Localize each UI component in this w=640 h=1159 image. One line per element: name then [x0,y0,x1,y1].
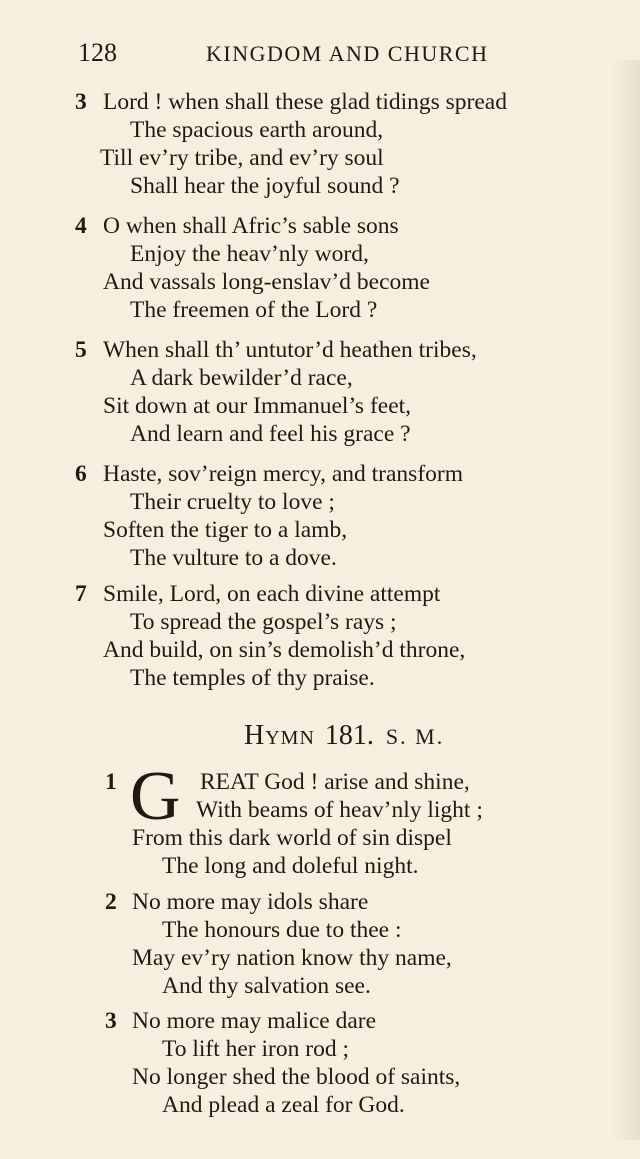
verse-line: REAT God ! arise and shine, [200,769,470,795]
verse-line: When shall th’ untutor’d heathen tribes, [103,337,477,363]
verse-line: And learn and feel his grace ? [130,421,411,447]
hymn-title [244,720,444,752]
verse-line: And vassals long-enslav’d become [103,269,430,295]
verse-line: Soften the tiger to a lamb, [103,517,348,543]
page-number: 128 [78,38,117,67]
verse-line: The honours due to thee : [162,917,402,943]
running-head: KINGDOM AND CHURCH [206,41,489,66]
verse-line: And plead a zeal for God. [162,1092,405,1118]
verse-line: And thy salvation see. [162,973,371,999]
verse-line: Till ev’ry tribe, and ev’ry soul [100,145,384,171]
verse-line: Haste, sov’reign mercy, and transform [103,461,463,487]
verse-line: From this dark world of sin dispel [132,825,452,851]
verse-number: 6 [75,461,87,487]
verse-line: The long and doleful night. [162,853,419,879]
verse-line: May ev’ry nation know thy name, [132,945,452,971]
verse-line: The spacious earth around, [130,117,384,143]
hymn-meter: S. M. [385,724,445,749]
verse-number: 1 [105,769,117,795]
verse-line: O when shall Afric’s sable sons [103,213,399,239]
verse-line: No longer shed the blood of saints, [132,1064,461,1090]
verse-line: The temples of thy praise. [130,665,375,691]
verse-number: 5 [75,337,87,363]
verse-line: No more may idols share [132,889,369,915]
hymn-title-word: Hymn [244,720,315,751]
verse-line: The freemen of the Lord ? [130,297,378,323]
verse-line: Enjoy the heav’nly word, [130,241,369,267]
verse-line: The vulture to a dove. [130,545,337,571]
verse-line: Smile, Lord, on each divine attempt [103,581,441,607]
verse-line: To spread the gospel’s rays ; [130,609,397,635]
verse-number: 2 [105,889,117,915]
verse-number: 4 [75,213,87,239]
verse-line: Shall hear the joyful sound ? [130,173,400,199]
verse-line: Their cruelty to love ; [130,489,335,515]
verse-line: No more may malice dare [132,1008,377,1034]
verse-line: To lift her iron rod ; [162,1036,349,1062]
verse-line: A dark bewilder’d race, [130,365,353,391]
verse-line: With beams of heav’nly light ; [196,797,483,823]
verse-line: And build, on sin’s demolish’d throne, [103,637,466,663]
page-header [78,38,538,72]
drop-cap: G [130,758,181,835]
verse-number: 3 [75,89,87,115]
hymn-number: 181. [324,720,374,751]
page-edge-shadow [610,60,640,1140]
verse-line: Sit down at our Immanuel’s feet, [103,393,412,419]
verse-line: Lord ! when shall these glad tidings spread [103,89,507,115]
verse-number: 3 [105,1008,117,1034]
verse-number: 7 [75,581,87,607]
